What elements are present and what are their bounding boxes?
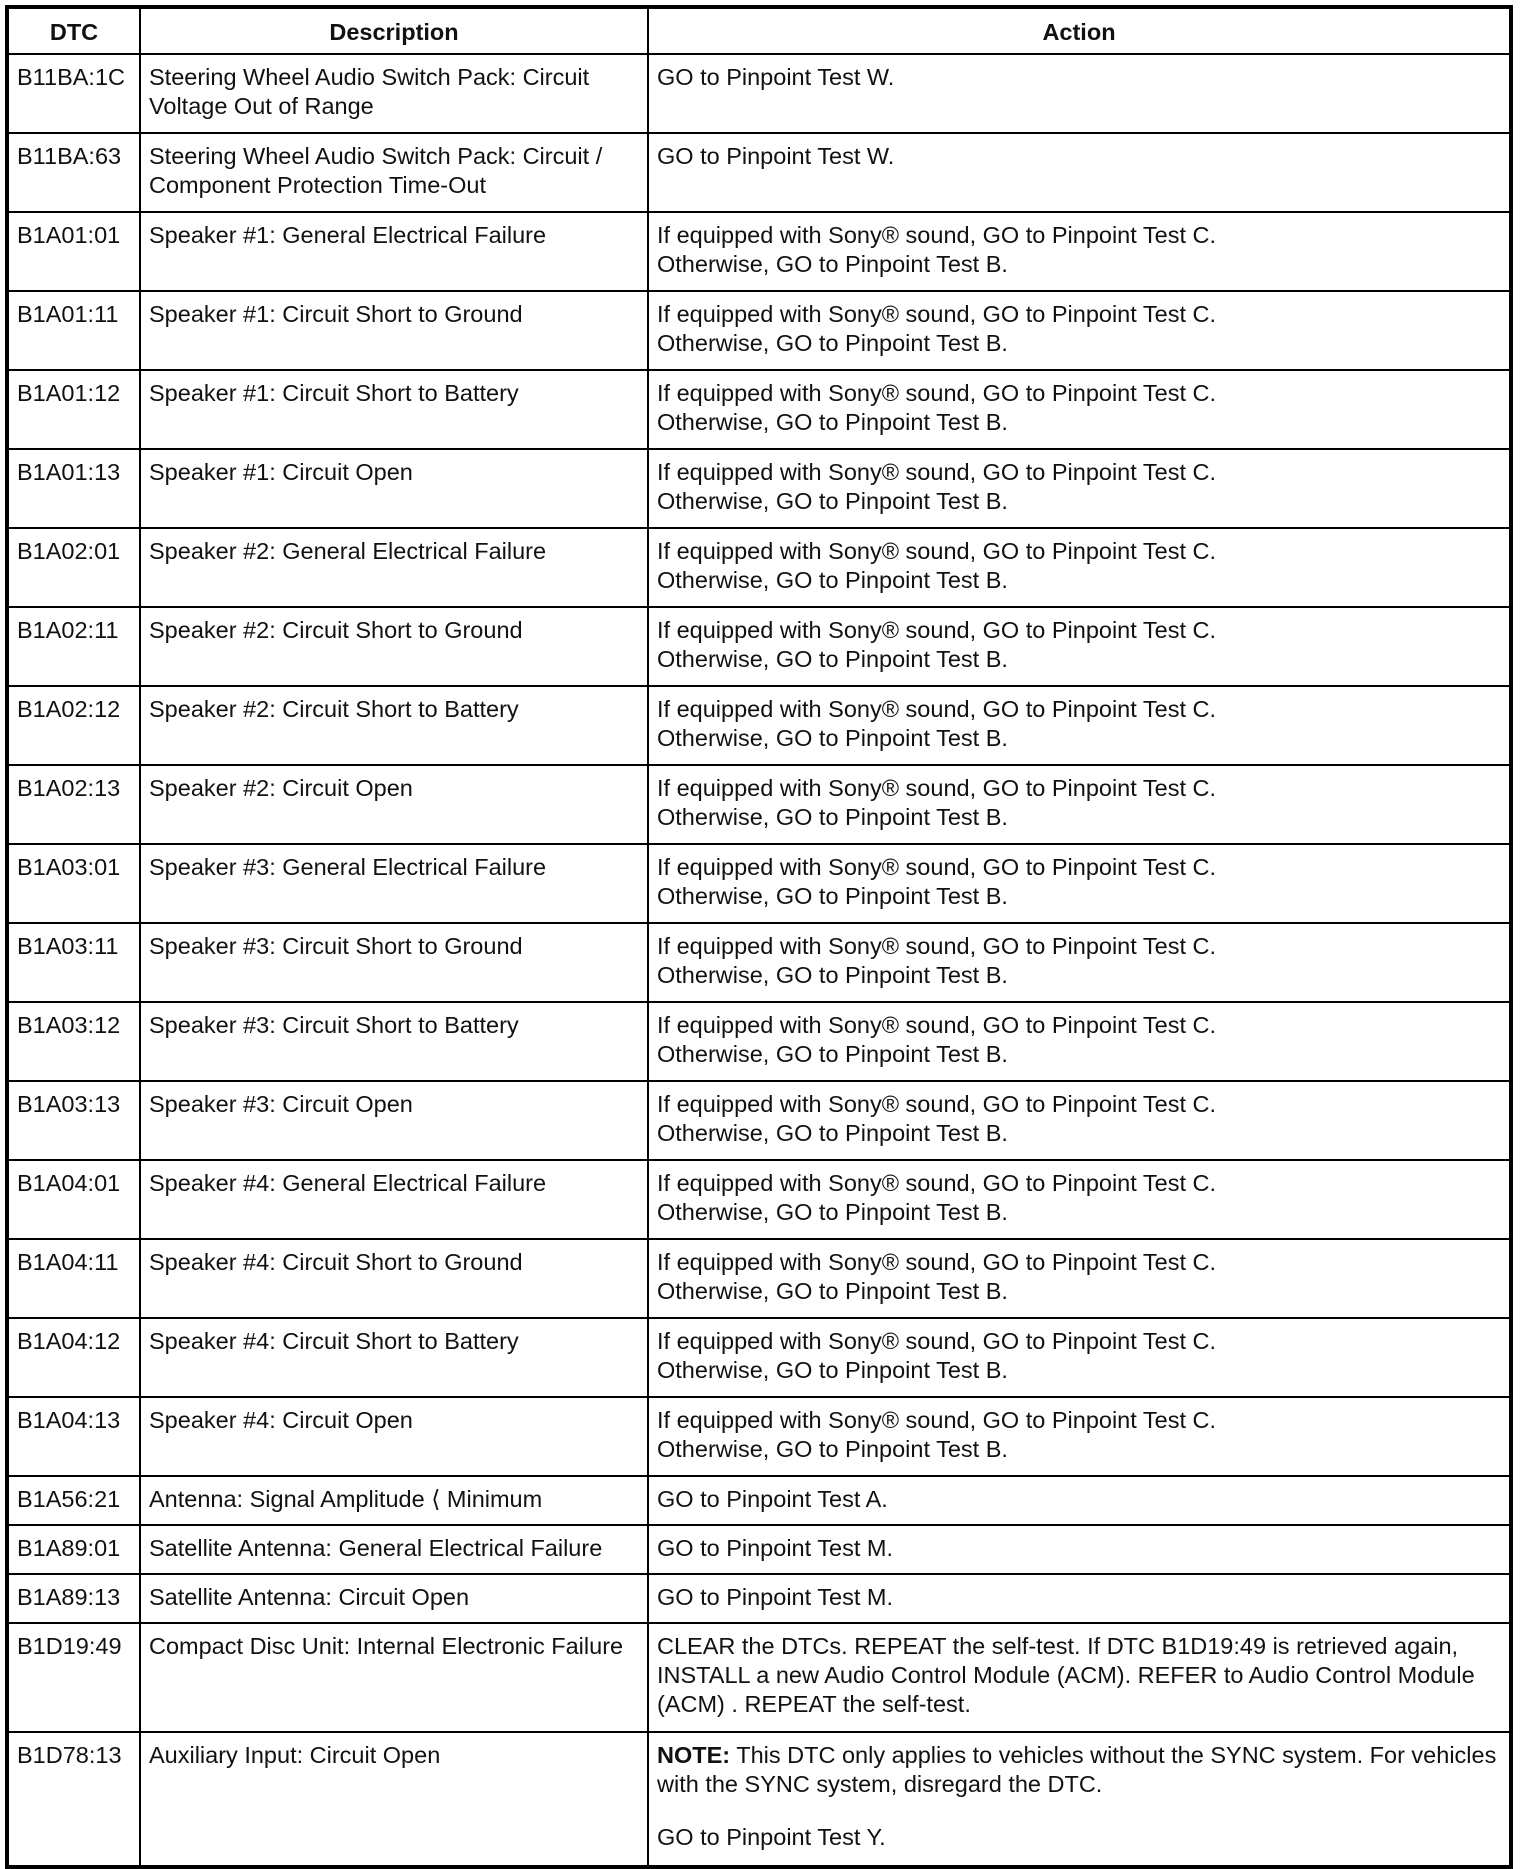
dtc-description: Speaker #3: Circuit Short to Ground xyxy=(140,923,648,1002)
note-paragraph xyxy=(657,1741,1501,1799)
table-row xyxy=(7,528,1511,607)
action-line: Otherwise, GO to Pinpoint Test B. xyxy=(657,1120,1008,1146)
table-row xyxy=(7,686,1511,765)
dtc-code: B1A03:01 xyxy=(7,844,140,923)
dtc-description: Steering Wheel Audio Switch Pack: Circuit Voltage Out of Range xyxy=(140,54,648,133)
dtc-description: Speaker #1: Circuit Open xyxy=(140,449,648,528)
table-row xyxy=(7,1623,1511,1732)
dtc-code: B1A01:11 xyxy=(7,291,140,370)
header-description: Description xyxy=(140,7,648,54)
action-line: If equipped with Sony® sound, GO to Pinpoint Test C. xyxy=(657,1249,1217,1275)
dtc-description: Antenna: Signal Amplitude ⟨ Minimum xyxy=(140,1476,648,1525)
header-action: Action xyxy=(648,7,1511,54)
action-line: Otherwise, GO to Pinpoint Test B. xyxy=(657,1041,1008,1067)
dtc-code: B11BA:1C xyxy=(7,54,140,133)
dtc-action xyxy=(648,1525,1511,1574)
dtc-description: Speaker #3: Circuit Open xyxy=(140,1081,648,1160)
action-line: If equipped with Sony® sound, GO to Pinpoint Test C. xyxy=(657,1012,1217,1038)
dtc-code: B1A02:11 xyxy=(7,607,140,686)
action-line: If equipped with Sony® sound, GO to Pinpoint Test C. xyxy=(657,854,1217,880)
action-line: GO to Pinpoint Test A. xyxy=(657,1486,888,1512)
action-line: If equipped with Sony® sound, GO to Pinpoint Test C. xyxy=(657,459,1217,485)
action-line: If equipped with Sony® sound, GO to Pinpoint Test C. xyxy=(657,222,1217,248)
dtc-action xyxy=(648,607,1511,686)
table-row xyxy=(7,212,1511,291)
action-line: Otherwise, GO to Pinpoint Test B. xyxy=(657,567,1008,593)
table-row xyxy=(7,1239,1511,1318)
dtc-description: Speaker #1: General Electrical Failure xyxy=(140,212,648,291)
dtc-description: Satellite Antenna: Circuit Open xyxy=(140,1574,648,1623)
action-line: Otherwise, GO to Pinpoint Test B. xyxy=(657,1278,1008,1304)
dtc-description: Speaker #2: Circuit Short to Battery xyxy=(140,686,648,765)
table-row xyxy=(7,449,1511,528)
dtc-action xyxy=(648,1476,1511,1525)
action-line: Otherwise, GO to Pinpoint Test B. xyxy=(657,1436,1008,1462)
table-row xyxy=(7,291,1511,370)
action-line: Otherwise, GO to Pinpoint Test B. xyxy=(657,804,1008,830)
action-line: Otherwise, GO to Pinpoint Test B. xyxy=(657,409,1008,435)
table-row xyxy=(7,1160,1511,1239)
action-line: Otherwise, GO to Pinpoint Test B. xyxy=(657,725,1008,751)
table-row xyxy=(7,1002,1511,1081)
dtc-code: B1A01:13 xyxy=(7,449,140,528)
table-body xyxy=(7,54,1511,1867)
dtc-code: B1A01:01 xyxy=(7,212,140,291)
dtc-description: Steering Wheel Audio Switch Pack: Circuit / Component Protection Time-Out xyxy=(140,133,648,212)
dtc-description: Speaker #2: General Electrical Failure xyxy=(140,528,648,607)
dtc-code: B1A04:13 xyxy=(7,1397,140,1476)
dtc-description: Speaker #4: General Electrical Failure xyxy=(140,1160,648,1239)
dtc-action xyxy=(648,291,1511,370)
action-line: If equipped with Sony® sound, GO to Pinpoint Test C. xyxy=(657,1328,1217,1354)
dtc-code: B1A02:01 xyxy=(7,528,140,607)
dtc-code: B1D78:13 xyxy=(7,1732,140,1867)
action-line: Otherwise, GO to Pinpoint Test B. xyxy=(657,1357,1008,1383)
action-line: Otherwise, GO to Pinpoint Test B. xyxy=(657,1199,1008,1225)
action-line: CLEAR the DTCs. REPEAT the self-test. If DTC B1D19:49 is retrieved again, INSTALL a new Audio Control Module (ACM). REFER to Audio Control Module (ACM) . REPEAT the self-test. xyxy=(657,1633,1475,1717)
dtc-action xyxy=(648,1002,1511,1081)
dtc-code: B1A04:11 xyxy=(7,1239,140,1318)
dtc-action xyxy=(648,1623,1511,1732)
dtc-action xyxy=(648,449,1511,528)
action-line: GO to Pinpoint Test W. xyxy=(657,64,895,90)
dtc-description: Compact Disc Unit: Internal Electronic Failure xyxy=(140,1623,648,1732)
action-line: If equipped with Sony® sound, GO to Pinpoint Test C. xyxy=(657,1170,1217,1196)
action-line: If equipped with Sony® sound, GO to Pinpoint Test C. xyxy=(657,538,1217,564)
dtc-action xyxy=(648,1397,1511,1476)
action-line: GO to Pinpoint Test M. xyxy=(657,1535,893,1561)
note-text: This DTC only applies to vehicles without the SYNC system. For vehicles with the SYNC system, disregard the DTC. xyxy=(657,1742,1497,1797)
dtc-action xyxy=(648,765,1511,844)
dtc-table xyxy=(5,5,1513,1869)
dtc-action xyxy=(648,54,1511,133)
action-line: If equipped with Sony® sound, GO to Pinpoint Test C. xyxy=(657,301,1217,327)
dtc-code: B1D19:49 xyxy=(7,1623,140,1732)
dtc-code: B1A04:01 xyxy=(7,1160,140,1239)
action-line: Otherwise, GO to Pinpoint Test B. xyxy=(657,646,1008,672)
action-line: If equipped with Sony® sound, GO to Pinpoint Test C. xyxy=(657,775,1217,801)
dtc-action xyxy=(648,686,1511,765)
dtc-action xyxy=(648,133,1511,212)
action-line: If equipped with Sony® sound, GO to Pinpoint Test C. xyxy=(657,1091,1217,1117)
action-line: If equipped with Sony® sound, GO to Pinpoint Test C. xyxy=(657,380,1217,406)
table-row xyxy=(7,1732,1511,1867)
dtc-description: Speaker #4: Circuit Short to Battery xyxy=(140,1318,648,1397)
dtc-action xyxy=(648,1732,1511,1867)
table-row xyxy=(7,923,1511,1002)
dtc-description: Auxiliary Input: Circuit Open xyxy=(140,1732,648,1867)
note-label: NOTE: xyxy=(657,1742,731,1768)
action-line: GO to Pinpoint Test M. xyxy=(657,1584,893,1610)
dtc-code: B1A01:12 xyxy=(7,370,140,449)
table-row xyxy=(7,1318,1511,1397)
table-row xyxy=(7,765,1511,844)
dtc-code: B11BA:63 xyxy=(7,133,140,212)
dtc-description: Speaker #2: Circuit Short to Ground xyxy=(140,607,648,686)
dtc-action xyxy=(648,1160,1511,1239)
table-row xyxy=(7,133,1511,212)
action-line: Otherwise, GO to Pinpoint Test B. xyxy=(657,962,1008,988)
dtc-action xyxy=(648,528,1511,607)
header-dtc: DTC xyxy=(7,7,140,54)
dtc-code: B1A03:11 xyxy=(7,923,140,1002)
table-row xyxy=(7,1397,1511,1476)
action-line: If equipped with Sony® sound, GO to Pinpoint Test C. xyxy=(657,696,1217,722)
dtc-code: B1A02:12 xyxy=(7,686,140,765)
dtc-action xyxy=(648,923,1511,1002)
dtc-description: Speaker #1: Circuit Short to Ground xyxy=(140,291,648,370)
dtc-action xyxy=(648,370,1511,449)
dtc-code: B1A02:13 xyxy=(7,765,140,844)
dtc-description: Speaker #4: Circuit Short to Ground xyxy=(140,1239,648,1318)
dtc-code: B1A89:01 xyxy=(7,1525,140,1574)
paragraph-spacer xyxy=(657,1799,1501,1823)
dtc-code: B1A04:12 xyxy=(7,1318,140,1397)
dtc-code: B1A89:13 xyxy=(7,1574,140,1623)
dtc-code: B1A03:12 xyxy=(7,1002,140,1081)
dtc-description: Speaker #1: Circuit Short to Battery xyxy=(140,370,648,449)
action-line: Otherwise, GO to Pinpoint Test B. xyxy=(657,488,1008,514)
table-row xyxy=(7,54,1511,133)
table-header-row xyxy=(7,7,1511,54)
action-line: Otherwise, GO to Pinpoint Test B. xyxy=(657,251,1008,277)
dtc-action xyxy=(648,1318,1511,1397)
table-row xyxy=(7,607,1511,686)
action-line: GO to Pinpoint Test W. xyxy=(657,143,895,169)
table-row xyxy=(7,1476,1511,1525)
dtc-description: Speaker #2: Circuit Open xyxy=(140,765,648,844)
action-line: If equipped with Sony® sound, GO to Pinpoint Test C. xyxy=(657,933,1217,959)
dtc-description: Satellite Antenna: General Electrical Failure xyxy=(140,1525,648,1574)
dtc-description: Speaker #3: Circuit Short to Battery xyxy=(140,1002,648,1081)
dtc-action xyxy=(648,1239,1511,1318)
table-row xyxy=(7,370,1511,449)
table-row xyxy=(7,844,1511,923)
dtc-code: B1A56:21 xyxy=(7,1476,140,1525)
dtc-code: B1A03:13 xyxy=(7,1081,140,1160)
table-row xyxy=(7,1574,1511,1623)
action-line: If equipped with Sony® sound, GO to Pinpoint Test C. xyxy=(657,617,1217,643)
table-row xyxy=(7,1525,1511,1574)
dtc-action xyxy=(648,1081,1511,1160)
action-line: GO to Pinpoint Test Y. xyxy=(657,1824,886,1850)
table-row xyxy=(7,1081,1511,1160)
dtc-action xyxy=(648,844,1511,923)
action-line: Otherwise, GO to Pinpoint Test B. xyxy=(657,330,1008,356)
action-line: If equipped with Sony® sound, GO to Pinpoint Test C. xyxy=(657,1407,1217,1433)
dtc-action xyxy=(648,1574,1511,1623)
dtc-action xyxy=(648,212,1511,291)
action-line: Otherwise, GO to Pinpoint Test B. xyxy=(657,883,1008,909)
dtc-description: Speaker #4: Circuit Open xyxy=(140,1397,648,1476)
dtc-description: Speaker #3: General Electrical Failure xyxy=(140,844,648,923)
